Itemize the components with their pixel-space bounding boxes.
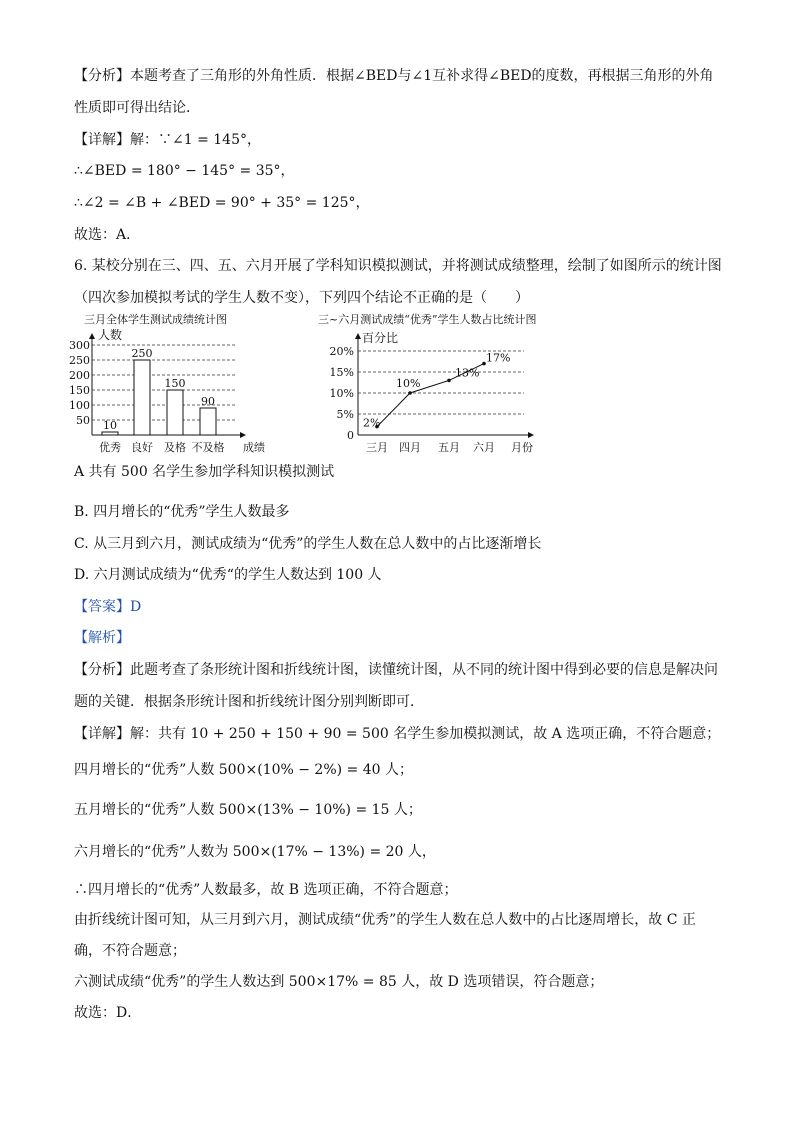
bar-data-label: 250 [131, 347, 153, 360]
q6-detail-line-8: 六测试成绩“优秀”的学生人数达到 500×17% = 85 人，故 D 选项错误，符合题意； [74, 974, 604, 990]
answer-line: 【答案】D [74, 599, 142, 615]
option-c: C. 从三月到六月，测试成绩为“优秀”的学生人数在总人数中的占比逐渐增长 [74, 536, 542, 552]
bar-x-tick-label: 良好 [131, 441, 153, 454]
detail-line-2: ∴∠BED = 180° − 145° = 35°， [74, 163, 295, 179]
line-y-tick-label: 15% [329, 366, 354, 379]
bar-chart-xlabel: 成绩 [243, 441, 265, 454]
bar [134, 360, 150, 435]
bar [200, 408, 216, 435]
q6-analysis-line-1: 【分析】此题考查了条形统计图和折线统计图，读懂统计图，从不同的统计图中得到必要的信息是解决问 [74, 662, 718, 678]
bar-y-tick-label: 150 [69, 384, 90, 397]
bar-chart-svg [69, 309, 294, 459]
option-b: B. 四月增长的“优秀”学生人数最多 [74, 504, 290, 520]
line-chart-svg [314, 309, 574, 459]
option-a: A 共有 500 名学生参加学科知识模拟测试 [74, 464, 335, 480]
line-x-tick-label: 四月 [399, 441, 421, 454]
q6-detail-line-3: 五月增长的“优秀”人数 500×(13% − 10%) = 15 人； [74, 802, 422, 818]
bar-data-label: 150 [164, 377, 186, 390]
line-y-tick-label: 10% [329, 387, 354, 400]
line-chart-title: 三~六月测试成绩“优秀”学生人数占比统计图 [318, 313, 537, 326]
line-x-tick-label: 五月 [438, 441, 460, 454]
bar-data-label: 10 [103, 419, 117, 432]
option-d: D. 六月测试成绩为“优秀“的学生人数达到 100 人 [74, 567, 382, 583]
q6-analysis-line-2: 题的关键．根据条形统计图和折线统计图分别判断即可． [74, 694, 424, 710]
analysis-heading: 【解析】 [74, 630, 130, 646]
line-chart-ylabel: 百分比 [362, 331, 399, 345]
analysis-line-2: 性质即可得出结论． [74, 100, 200, 116]
bar-data-label: 90 [201, 395, 215, 408]
bar-y-tick-label: 300 [69, 339, 90, 352]
bar [102, 432, 118, 435]
bar-y-tick-label: 200 [69, 369, 90, 382]
line-y-tick-label: 20% [329, 345, 354, 358]
line-data-label: 10% [396, 377, 421, 390]
line-data-label: 13% [455, 366, 480, 380]
bar-x-tick-label: 优秀 [99, 441, 121, 454]
q6-detail-line-1: 【详解】解：共有 10 + 250 + 150 + 90 = 500 名学生参加模拟测试，故 A 选项正确，不符合题意； [74, 726, 721, 742]
question-stem-2: （四次参加模拟考试的学生人数不变），下列四个结论不正确的是（ ） [74, 290, 529, 306]
line-point [447, 379, 451, 383]
q6-detail-line-7: 确，不符合题意； [74, 943, 186, 959]
bar [167, 390, 183, 435]
question-stem-1: 6. 某校分别在三、四、五、六月开展了学科知识模拟测试，并将测试成绩整理，绘制了如图所示的统计图 [74, 258, 722, 274]
line-data-label: 2% [363, 416, 381, 430]
line-data-label: 17% [486, 351, 511, 365]
q6-detail-line-6: 由折线统计图可知，从三月到六月，测试成绩“优秀”的学生人数在总人数中的占比逐周增长，故 C 正 [74, 912, 696, 928]
line-y-arrow [355, 333, 361, 339]
bar-y-tick-label: 50 [76, 414, 90, 427]
detail-line-1: 【详解】解：∵∠1 = 145°， [74, 132, 261, 148]
line-chart [314, 309, 574, 459]
line-y-tick-label: 0 [347, 429, 354, 442]
bar-x-tick-label: 及格 [164, 441, 186, 454]
line-x-tick-label: 六月 [473, 441, 495, 454]
q6-choose-line: 故选：D． [74, 1005, 142, 1021]
bar-y-tick-label: 250 [69, 354, 90, 367]
analysis-line-1: 【分析】本题考查了三角形的外角性质．根据∠BED与∠1互补求得∠BED的度数，再根据三角形的外角 [74, 68, 714, 84]
detail-line-3: ∴∠2 = ∠B + ∠BED = 90° + 35° = 125°， [74, 195, 370, 211]
line-x-arrow [528, 432, 534, 438]
bar-chart [69, 309, 294, 459]
line-chart-xlabel: 月份 [511, 441, 533, 454]
line-y-tick-label: 5% [336, 408, 354, 421]
bar-chart-ylabel: 人数 [98, 328, 123, 342]
bar-x-tick-label: 不及格 [191, 441, 225, 454]
choose-line: 故选：A． [74, 227, 141, 243]
bar-chart-title: 三月全体学生测试成绩统计图 [84, 313, 227, 326]
q6-detail-line-4: 六月增长的“优秀”人数为 500×(17% − 13%) = 20 人， [74, 844, 436, 860]
bar-y-tick-label: 100 [69, 399, 90, 412]
line-point [408, 391, 412, 395]
q6-detail-line-2: 四月增长的“优秀”人数 500×(10% − 2%) = 40 人； [74, 762, 413, 778]
q6-detail-line-5: ∴四月增长的“优秀”人数最多，故 B 选项正确，不符合题意； [74, 882, 458, 898]
bar-x-arrow [240, 432, 246, 438]
line-x-tick-label: 三月 [366, 441, 388, 454]
